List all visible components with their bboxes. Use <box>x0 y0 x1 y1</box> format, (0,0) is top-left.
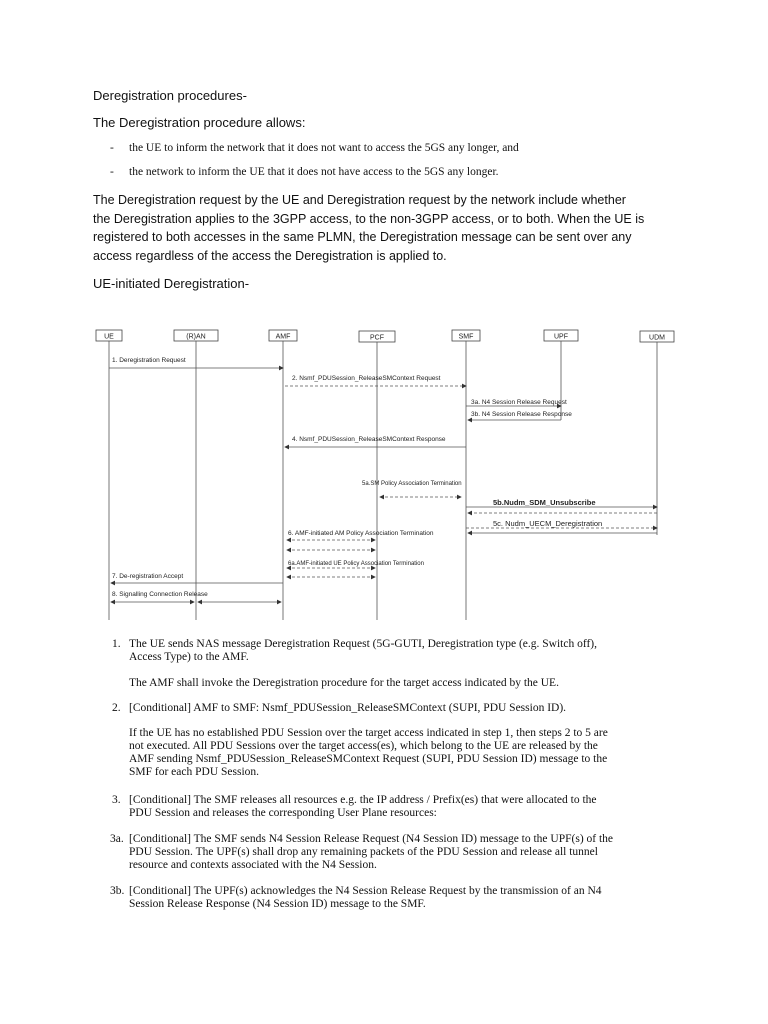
step-line: [Conditional] AMF to SMF: Nsmf_PDUSession_ReleaseSMContext (SUPI, PDU Session ID). <box>129 702 567 714</box>
msg-label-6a: 6a.AMF-initiated UE Policy Association Termination <box>288 561 424 567</box>
entity-ran <box>174 330 218 341</box>
step-2-note <box>129 727 689 779</box>
step-line: AMF sending Nsmf_PDUSession_ReleaseSMContext Request (SUPI, PDU Session ID) message to the <box>129 753 608 765</box>
msg-label-8: 8. Signalling Connection Release <box>112 591 208 598</box>
step-1-note <box>129 677 689 690</box>
step-number: 3b. <box>110 885 125 897</box>
entity-label: PCF <box>370 334 384 342</box>
bullet-dash: - <box>110 142 114 154</box>
step-3a <box>129 833 689 872</box>
step-line: [Conditional] The SMF releases all resources e.g. the IP address / Prefix(es) that were allocated to the <box>129 794 597 806</box>
step-number: 2. <box>112 702 121 714</box>
section-heading: Deregistration procedures- <box>93 88 247 103</box>
paragraph-line: registered to both accesses in the same PLMN, the Deregistration message can be sent over any <box>93 230 632 244</box>
entity-upf <box>544 330 578 341</box>
step-line: [Conditional] The UPF(s) acknowledges the N4 Session Release Request by the transmission of an N4 <box>129 885 602 897</box>
entity-amf <box>269 330 297 341</box>
step-line: Access Type) to the AMF. <box>129 651 249 663</box>
msg-label-3b: 3b. N4 Session Release Response <box>471 411 572 418</box>
step-line: PDU Session and releases the corresponding User Plane resources: <box>129 807 437 819</box>
entity-label: AMF <box>275 333 291 341</box>
step-line: The UE sends NAS message Deregistration Request (5G-GUTI, Deregistration type (e.g. Switch off), <box>129 638 597 650</box>
bullet-text: the network to inform the UE that it does not have access to the 5GS any longer. <box>129 166 499 178</box>
bullet-dash: - <box>110 166 114 178</box>
entity-label: UE <box>104 333 114 341</box>
step-line: Session Release Response (N4 Session ID) message to the SMF. <box>129 898 426 910</box>
msg-label-5c: 5c. Nudm_UECM_Deregistration <box>493 519 603 528</box>
step-line: PDU Session. The UPF(s) shall drop any remaining packets of the PDU Session and release all tunnel <box>129 846 598 858</box>
entity-ue <box>96 330 122 341</box>
step-3b <box>129 885 689 911</box>
step-number: 3. <box>112 794 121 806</box>
msg-label-7: 7. De-registration Accept <box>112 573 184 580</box>
msg-label-4: 4. Nsmf_PDUSession_ReleaseSMContext Response <box>292 436 446 443</box>
entity-smf <box>452 330 480 341</box>
msg-label-2: 2. Nsmf_PDUSession_ReleaseSMContext Request <box>292 375 441 382</box>
step-line: The AMF shall invoke the Deregistration procedure for the target access indicated by the UE. <box>129 677 559 689</box>
msg-label-5a: 5a.SM Policy Association Termination <box>362 481 462 487</box>
step-line: SMF for each PDU Session. <box>129 766 260 778</box>
entity-label: UDM <box>649 334 665 342</box>
msg-label-3a: 3a. N4 Session Release Request <box>471 399 567 406</box>
msg-label-6: 6. AMF-initiated AM Policy Association Termination <box>288 530 434 537</box>
entity-label: UPF <box>554 333 568 341</box>
paragraph-line: access regardless of the access the Deregistration is applied to. <box>93 248 447 263</box>
paragraph-line: The Deregistration request by the UE and Deregistration request by the network include whether <box>93 193 626 207</box>
step-line: not executed. All PDU Sessions over the target access(es), which belong to the UE are released by the <box>129 740 598 752</box>
entity-udm <box>640 331 674 342</box>
step-1 <box>129 638 689 664</box>
bullet-text: the UE to inform the network that it does not want to access the 5GS any longer, and <box>129 142 519 154</box>
msg-label-1: 1. Deregistration Request <box>112 357 186 364</box>
step-3 <box>129 794 689 820</box>
step-number: 3a. <box>110 833 124 845</box>
ue-initiated-heading: UE-initiated Deregistration- <box>93 276 250 291</box>
entity-label: SMF <box>458 333 474 341</box>
entity-pcf <box>359 331 395 342</box>
step-line: If the UE has no established PDU Session over the target access indicated in step 1, then steps 2 to 5 are <box>129 727 608 739</box>
step-line: [Conditional] The SMF sends N4 Session Release Request (N4 Session ID) message to the UPF(s) of the <box>129 833 614 845</box>
step-2 <box>129 702 689 715</box>
paragraph-line: the Deregistration applies to the 3GPP access, to the non-3GPP access, or to both. When the UE is <box>93 211 645 226</box>
step-line: resource and contexts associated with the N4 Session. <box>129 859 377 871</box>
msg-label-5b: 5b.Nudm_SDM_Unsubscribe <box>493 498 596 507</box>
entity-label: (R)AN <box>186 333 206 341</box>
step-number: 1. <box>112 638 121 650</box>
allows-heading: The Deregistration procedure allows: <box>93 115 306 130</box>
